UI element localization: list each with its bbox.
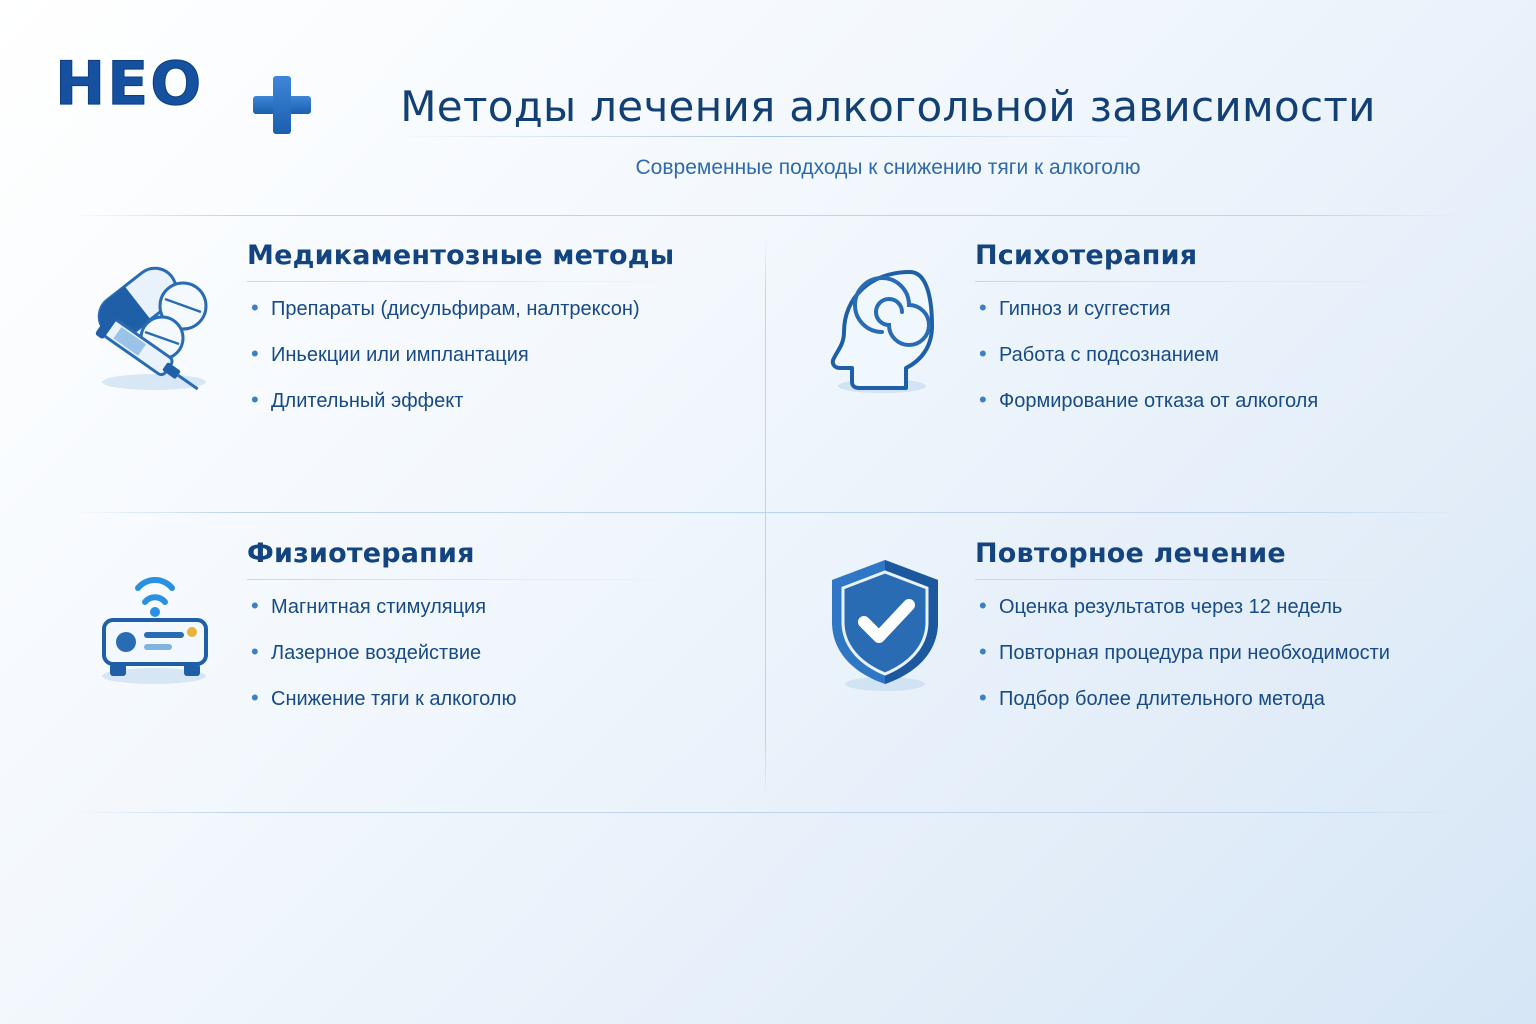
card-title: Медикаментозные методы [247,240,675,271]
card-body [247,240,762,434]
card-title-divider [975,281,1425,282]
card-body [975,240,1490,434]
card-title: Повторное лечение [975,538,1286,569]
list-item: • Препараты (дисульфирам, налтрексон) [247,296,762,322]
card-title-divider [247,579,697,580]
card-repeat-treatment [800,538,1490,818]
page-subtitle: Современные подходы к снижению тяги к алкоголю [635,156,1141,179]
brand-logo [55,50,285,120]
list-item: • Повторная процедура при необходимости [975,640,1490,666]
head-spiral-icon [810,250,960,400]
card-physiotherapy [72,538,762,818]
list-item: • Формирование отказа от алкоголя [975,388,1490,414]
card-body [975,538,1490,732]
physiotherapy-device-icon [82,548,232,698]
list-item: • Длительный эффект [247,388,762,414]
header [0,28,1536,178]
card-title: Психотерапия [975,240,1198,271]
list-item: • Работа с подсознанием [975,342,1490,368]
card-title-divider [975,579,1425,580]
list-item: • Снижение тяги к алкоголю [247,686,762,712]
list-item: • Оценка результатов через 12 недель [975,594,1490,620]
card-title: Физиотерапия [247,538,475,569]
card-bullets [975,594,1490,712]
card-psychotherapy [800,240,1490,520]
shield-check-icon [810,548,960,698]
card-bullets [247,296,762,414]
divider-vertical [765,238,766,798]
list-item: • Магнитная стимуляция [247,594,762,620]
list-item: • Гипноз и суггестия [975,296,1490,322]
brand-logo-text: HEO [55,49,204,119]
divider-top [70,215,1466,216]
list-item: • Подбор более длительного метода [975,686,1490,712]
title-divider [390,136,1150,137]
card-bullets [975,296,1490,414]
page-title: Методы лечения алкогольной зависимости [400,82,1376,132]
pills-and-syringe-icon [82,250,232,400]
card-body [247,538,762,732]
card-medication [72,240,762,520]
list-item: • Лазерное воздействие [247,640,762,666]
card-title-divider [247,281,697,282]
list-item: • Иньекции или имплантация [247,342,762,368]
card-bullets [247,594,762,712]
